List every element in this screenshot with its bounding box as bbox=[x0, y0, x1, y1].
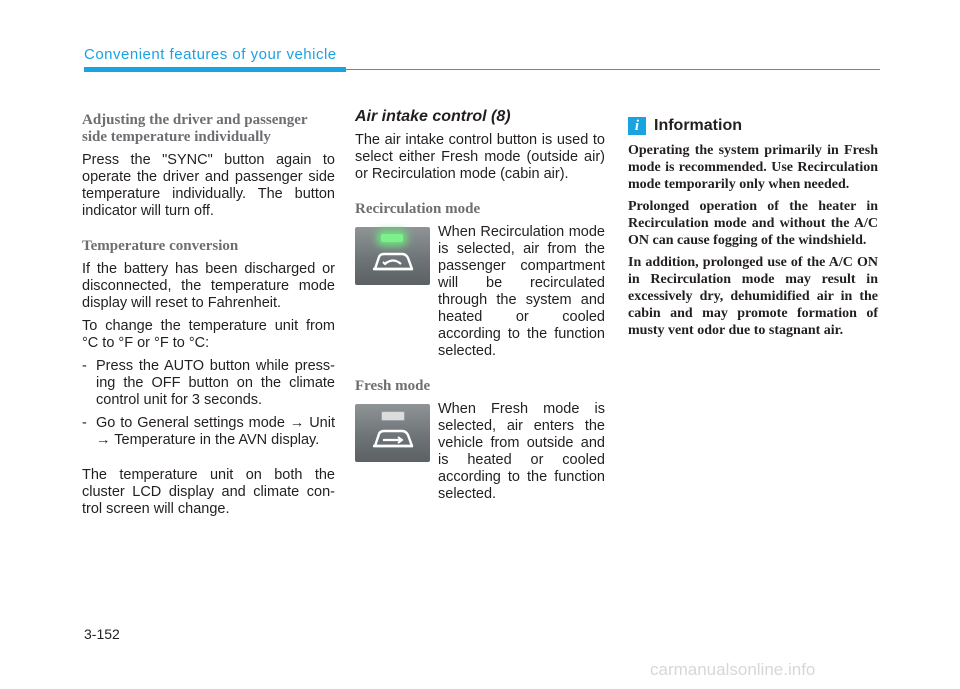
recirculation-mode-block bbox=[355, 224, 605, 360]
bullet-auto-off-text: Press the AUTO button while press-ing the OFF button on the climate control unit for 3 seconds. bbox=[96, 358, 335, 408]
indicator-light-off bbox=[381, 411, 405, 421]
heading-air-intake-control: Air intake control (8) bbox=[355, 108, 511, 125]
fresh-mode-text bbox=[438, 401, 605, 503]
info-paragraph-fresh-recommended: Operating the system primarily in Fresh mode is recommended. Use Recirculation mode temporarily only when needed. bbox=[628, 143, 878, 192]
recirculation-button-icon bbox=[355, 227, 430, 285]
car-recirculation-icon bbox=[371, 249, 415, 275]
information-header bbox=[628, 117, 878, 135]
watermark: carmanualsonline.info bbox=[650, 660, 816, 679]
paragraph-change-unit: To change the temperature unit from °C to °F or °F to °C: bbox=[82, 318, 335, 351]
paragraph-fresh: When Fresh mode is selected, air enters the vehicle from outside and is heated or cooled according to the function selected. bbox=[438, 401, 605, 502]
bullet-general-settings bbox=[82, 415, 335, 449]
info-paragraph-fogging: Prolonged operation of the heater in Recirculation mode and without the A/C ON can cause fogging of the windshield. bbox=[628, 199, 878, 248]
column-left bbox=[82, 112, 335, 518]
bullet-dash: - bbox=[82, 358, 87, 374]
page-number: 3-152 bbox=[84, 626, 120, 642]
paragraph-recirculation: When Recirculation mode is selected, air from the passenger compartment will be recirculated through the system and heated or cooled according to the function selected. bbox=[438, 224, 605, 359]
bullet-auto-off bbox=[82, 358, 335, 409]
bullet-dash: - bbox=[82, 415, 87, 431]
fresh-air-button-icon bbox=[355, 404, 430, 462]
recirculation-mode-text bbox=[438, 224, 605, 360]
indicator-light-on bbox=[381, 234, 403, 242]
fresh-mode-block bbox=[355, 401, 605, 503]
heading-fresh-mode: Fresh mode bbox=[355, 378, 431, 394]
column-middle bbox=[355, 108, 605, 503]
information-title: Information bbox=[654, 117, 742, 134]
heading-temperature-conversion: Temperature conversion bbox=[82, 238, 239, 254]
information-icon: i bbox=[628, 117, 646, 135]
paragraph-unit-change: The temperature unit on both the cluster LCD display and climate con-trol screen will change. bbox=[82, 467, 335, 517]
header-rule-thin bbox=[346, 69, 880, 70]
column-right bbox=[628, 117, 878, 344]
heading-recirculation-mode: Recirculation mode bbox=[355, 201, 481, 217]
section-header-title: Convenient features of your vehicle bbox=[84, 46, 337, 63]
header-rule-thick bbox=[84, 67, 346, 72]
info-paragraph-dry-air: In addition, prolonged use of the A/C ON in Recirculation mode may result in excessively dry, dehumidified air in the cabin and may promote formation of musty vent odor due to stagnant air. bbox=[628, 255, 878, 338]
car-fresh-air-icon bbox=[371, 426, 415, 452]
paragraph-sync: Press the "SYNC" button again to operate the driver and passenger side temperature individually. The button indicator will turn off. bbox=[82, 152, 335, 219]
paragraph-battery-reset: If the battery has been discharged or disconnected, the temperature mode display will reset to Fahrenheit. bbox=[82, 261, 335, 311]
heading-adjust-individually: Adjusting the driver and passenger side temperature individually bbox=[82, 112, 308, 145]
bullet-general-settings-text: Go to General settings mode → Unit → Temperature in the AVN display. bbox=[96, 415, 335, 448]
paragraph-air-intake-intro: The air intake control button is used to select either Fresh mode (outside air) or Recirculation mode (cabin air). bbox=[355, 132, 605, 182]
